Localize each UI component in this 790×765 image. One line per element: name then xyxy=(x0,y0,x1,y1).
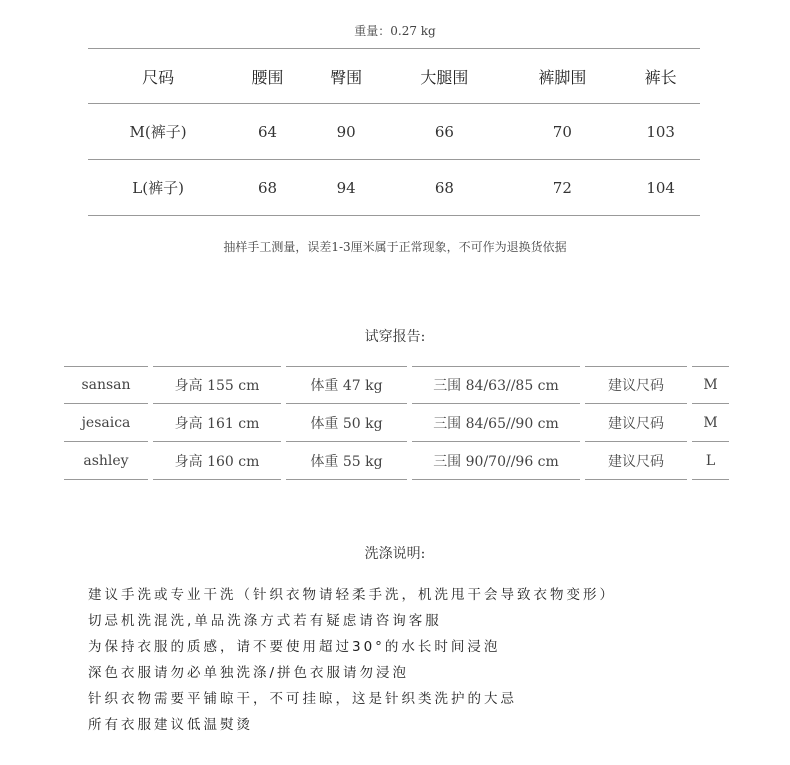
header-cell: 腰围 xyxy=(228,49,307,104)
cell: 身高 155 cm xyxy=(153,366,281,404)
header-cell: 尺码 xyxy=(88,49,228,104)
tryon-table xyxy=(64,366,734,480)
cell: 72 xyxy=(503,160,621,216)
cell: L(裤子) xyxy=(88,160,228,216)
cell: jesaica xyxy=(64,404,148,442)
cell: 建议尺码 xyxy=(585,366,687,404)
cell: L xyxy=(692,442,729,480)
cell: M(裤子) xyxy=(88,104,228,160)
care-title: 洗涤说明: xyxy=(364,546,426,562)
table-row xyxy=(64,442,734,480)
care-line: 为保持衣服的质感，请不要使用超过30°的水长时间浸泡 xyxy=(88,639,501,655)
care-line: 针织衣物需要平铺晾干，不可挂晾，这是针织类洗护的大忌 xyxy=(88,691,517,707)
cell: M xyxy=(692,366,729,404)
cell: M xyxy=(692,404,729,442)
cell: 68 xyxy=(385,160,503,216)
cell: 身高 161 cm xyxy=(153,404,281,442)
cell: 三围 90/70//96 cm xyxy=(412,442,580,480)
cell: 建议尺码 xyxy=(585,404,687,442)
cell: sansan xyxy=(64,366,148,404)
tryon-title: 试穿报告: xyxy=(364,329,426,345)
care-instructions xyxy=(88,582,616,738)
cell: 66 xyxy=(385,104,503,160)
table-row xyxy=(64,366,734,404)
header-cell: 大腿围 xyxy=(385,49,503,104)
cell: 90 xyxy=(307,104,386,160)
cell: 体重 55 kg xyxy=(286,442,407,480)
cell: 104 xyxy=(621,160,700,216)
cell: ashley xyxy=(64,442,148,480)
header-cell: 裤长 xyxy=(621,49,700,104)
care-line: 建议手洗或专业干洗（针织衣物请轻柔手洗，机洗甩干会导致衣物变形） xyxy=(88,587,616,603)
cell: 体重 50 kg xyxy=(286,404,407,442)
care-line: 所有衣服建议低温熨烫 xyxy=(88,717,253,733)
cell: 体重 47 kg xyxy=(286,366,407,404)
table-row xyxy=(88,104,700,160)
cell: 三围 84/63//85 cm xyxy=(412,366,580,404)
care-line: 深色衣服请勿必单独洗涤/拼色衣服请勿浸泡 xyxy=(88,665,410,681)
cell: 103 xyxy=(621,104,700,160)
cell: 70 xyxy=(503,104,621,160)
table-row xyxy=(88,160,700,216)
cell: 身高 160 cm xyxy=(153,442,281,480)
header-cell: 裤脚围 xyxy=(503,49,621,104)
table-row xyxy=(64,404,734,442)
size-table-header xyxy=(88,49,700,104)
care-line: 切忌机洗混洗,单品洗涤方式若有疑虑请咨询客服 xyxy=(88,613,442,629)
cell: 64 xyxy=(228,104,307,160)
header-cell: 臀围 xyxy=(307,49,386,104)
size-table xyxy=(88,48,700,216)
cell: 建议尺码 xyxy=(585,442,687,480)
cell: 三围 84/65//90 cm xyxy=(412,404,580,442)
weight-label: 重量：0.27 kg xyxy=(354,24,436,38)
cell: 94 xyxy=(307,160,386,216)
measurement-note: 抽样手工测量，误差1-3厘米属于正常现象，不可作为退换货依据 xyxy=(223,240,567,254)
cell: 68 xyxy=(228,160,307,216)
